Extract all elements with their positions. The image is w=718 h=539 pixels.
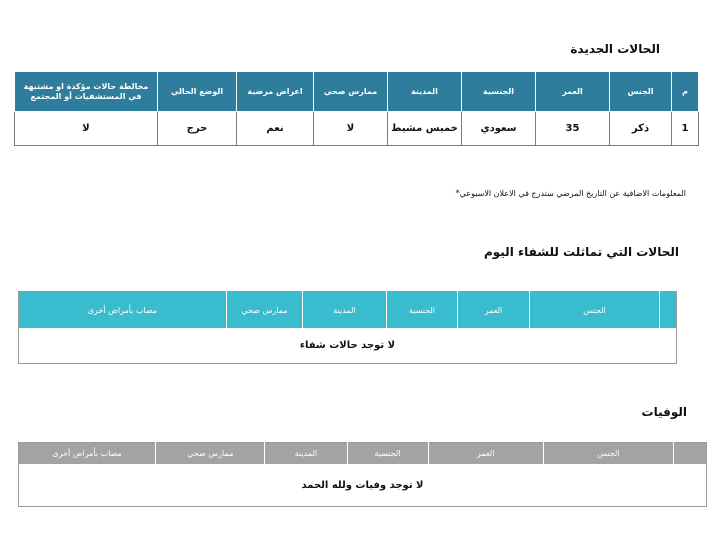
cell-status: حرج	[158, 112, 237, 146]
table-row	[15, 112, 699, 146]
cell-nationality: سعودي	[462, 112, 536, 146]
new-cases-title: الحالات الجديدة	[570, 42, 660, 56]
header-age: العمر	[428, 443, 543, 465]
cell-city: خميس مشيط	[388, 112, 462, 146]
header-status: الوضع الحالي	[158, 72, 237, 112]
header-num: م	[672, 72, 699, 112]
header-health-worker: ممارس صحي	[156, 443, 265, 465]
table-header-row	[15, 72, 699, 112]
header-other-diseases: مصاب بأمراض أخرى	[19, 292, 227, 329]
cell-age: 35	[536, 112, 610, 146]
header-symptoms: اعراض مرضية	[237, 72, 314, 112]
header-nationality: الجنسية	[462, 72, 536, 112]
header-city: المدينة	[265, 443, 347, 465]
cell-num: 1	[672, 112, 699, 146]
table-row	[19, 464, 707, 507]
header-gender: الجنس	[543, 443, 673, 465]
cell-gender: ذكر	[610, 112, 672, 146]
recoveries-table	[18, 291, 677, 364]
footnote: المعلومات الاضافية عن التاريخ المرضي ستدرج في الاعلان الاسبوعي*	[455, 189, 686, 198]
cell-symptoms: نعم	[237, 112, 314, 146]
header-city: المدينة	[303, 292, 387, 329]
deaths-table	[18, 442, 707, 507]
cell-health-worker: لا	[314, 112, 388, 146]
table-header-row	[19, 443, 707, 465]
new-cases-table	[14, 71, 699, 146]
header-blank	[673, 443, 706, 465]
empty-message: لا توجد حالات شفاء	[19, 328, 677, 364]
header-blank	[660, 292, 677, 329]
header-city: المدينة	[388, 72, 462, 112]
header-age: العمر	[458, 292, 530, 329]
header-health-worker: ممارس صحي	[227, 292, 303, 329]
header-gender: الجنس	[610, 72, 672, 112]
table-row	[19, 328, 677, 364]
header-contact: مخالطة حالات مؤكدة او مشتبهة في المستشفيات أو المجتمع	[15, 72, 158, 112]
header-nationality: الجنسية	[347, 443, 428, 465]
table-header-row	[19, 292, 677, 329]
header-age: العمر	[536, 72, 610, 112]
empty-message: لا توجد وفيات ولله الحمد	[19, 464, 707, 507]
cell-contact: لا	[15, 112, 158, 146]
deaths-title: الوفيات	[641, 405, 687, 419]
header-nationality: الجنسية	[387, 292, 458, 329]
header-other-diseases: مصاب بأمراض أخرى	[19, 443, 156, 465]
recoveries-title: الحالات التي تماثلت للشفاء اليوم	[483, 245, 679, 259]
header-health-worker: ممارس صحي	[314, 72, 388, 112]
header-gender: الجنس	[530, 292, 660, 329]
